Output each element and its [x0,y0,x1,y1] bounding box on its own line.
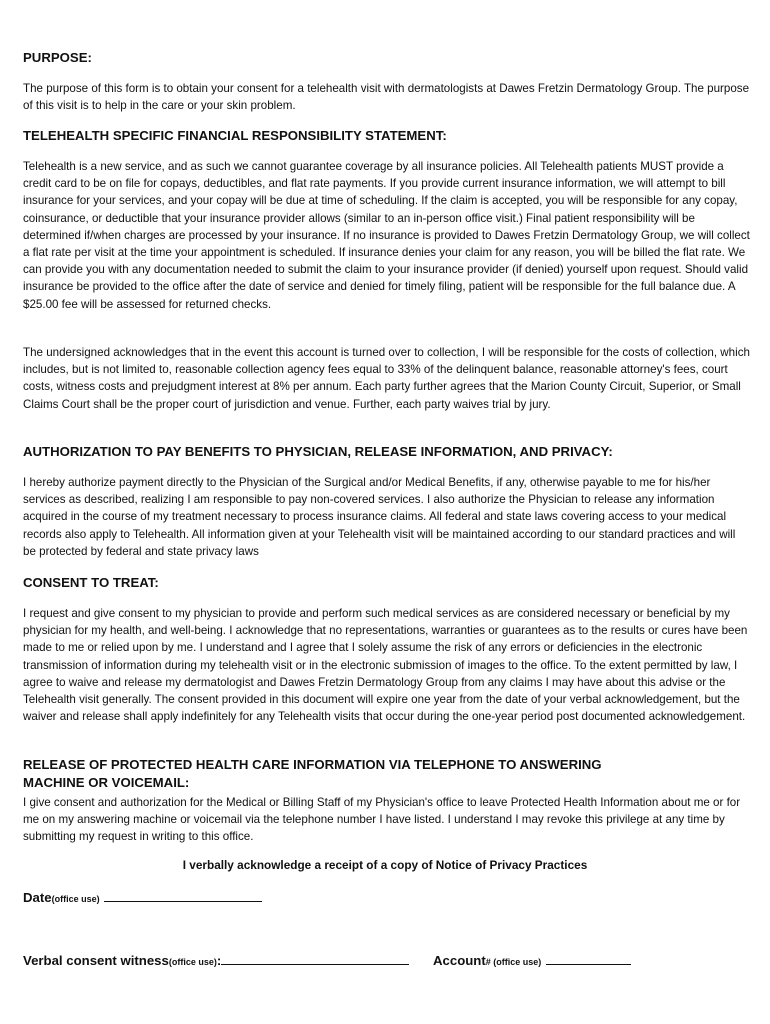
date-label: Date [23,890,52,905]
purpose-heading: PURPOSE: [23,50,92,65]
privacy-notice-acknowledgement: I verbally acknowledge a receipt of a copy of Notice of Privacy Practices [182,858,588,872]
financial-responsibility-text: Telehealth is a new service, and as such we cannot guarantee coverage by all insurance policies. All Telehealth patients MUST provide a credit card to be on file for copays, deductibles, and flat rate payments. If you provide current insurance information, we will attempt to bill insurance for your services, and your copay will be due at time of scheduling. If the claim is accepted, you will be responsible for any copay, coinsurance, or deductible that your insurance provider allows (similar to an in-person office visit.) Final patient responsibility will be determined if/when charges are processed by your insurance. If no insurance is provided to Dawes Fretzin Dermatology Group, we will collect a flat rate per visit at the time your appointment is scheduled. If insurance denies your claim for any reason, you will be billed the flat rate. We can provide you with any documentation needed to submit the claim to your insurance provider (if denied) yourself upon request. Should valid insurance be provided to the office after the date of service and denied for timely filing, patient will be responsible for the full balance due. A $25.00 fee will be assessed for returned checks. [23,160,750,311]
witness-office-use-note: (office use) [168,957,217,967]
release-phi-heading: RELEASE OF PROTECTED HEALTH CARE INFORMATION VIA TELEPHONE TO ANSWERING MACHINE OR VOICEMAIL: [23,757,602,790]
account-number-field [433,952,631,970]
account-blank-line[interactable] [546,953,631,965]
date-office-use-note: (office use) [51,894,100,904]
account-office-use-note: # (office use) [485,957,542,967]
financial-responsibility-heading: TELEHEALTH SPECIFIC FINANCIAL RESPONSIBILITY STATEMENT: [23,128,447,143]
authorization-heading: AUTHORIZATION TO PAY BENEFITS TO PHYSICIAN, RELEASE INFORMATION, AND PRIVACY: [23,444,613,459]
date-blank-line[interactable] [104,890,262,902]
purpose-text: The purpose of this form is to obtain your consent for a telehealth visit with dermatologists at Dawes Fretzin Dermatology Group. The purpose of this visit is to help in the care or your skin problem. [23,82,750,113]
release-phi-text: I give consent and authorization for the Medical or Billing Staff of my Physician's office to leave Protected Health Information about me or for me on my answering machine or voicemail via the telephone number I have listed. I understand I may revoke this privilege at any time by submitting my request in writing to this office. [23,796,741,844]
witness-colon: : [216,953,222,968]
consent-to-treat-text: I request and give consent to my physician to provide and perform such medical services as are considered necessary or beneficial by my physician for my health, and well-being. I acknowledge that no representations, warranties or guarantees as to the results or cures have been made to me or relied upon by me. I understand and I agree that I solely assume the risk of any errors or deficiencies in the electronic transmission of information during my telehealth visit or in the electronic submission of images to the office. To the extent permitted by law, I agree to waive and release my dermatologist and Dawes Fretzin Dermatology Group from any claims I may have about this advise or the Telehealth visit generally. The consent provided in this document will expire one year from the date of your verbal acknowledgement, but the waiver and release shall apply indefinitely for any Telehealth visits that occur during the one-year period post documented acknowledgement. [23,607,748,724]
witness-blank-line[interactable] [221,953,409,965]
account-label: Account [433,953,486,968]
collection-costs-text: The undersigned acknowledges that in the event this account is turned over to collection, I will be responsible for the costs of collection, which includes, but is not limited to, reasonable collection agency fees equal to 33% of the delinquent balance, reasonable attorney's fees, court costs, witness costs and prejudgment interest at 8% per annum. Each party further agrees that the Marion County Circuit, Superior, or Small Claims Court shall be the proper court of jurisdiction and venue. Further, each party waives trial by jury. [23,346,750,411]
witness-label: Verbal consent witness [23,953,169,968]
verbal-consent-witness-field [23,952,409,970]
consent-to-treat-heading: CONSENT TO TREAT: [23,575,159,590]
authorization-text: I hereby authorize payment directly to the Physician of the Surgical and/or Medical Benefits, if any, otherwise payable to me for his/her services as described, realizing I am responsible to pay non-covered services. I also authorize the Physician to release any information acquired in the course of my treatment necessary to process insurance claims. All federal and state laws covering access to your medical records also apply to Telehealth. All information given at your Telehealth visit will be maintained according to our standard practices and will be protected by federal and state privacy laws [23,476,736,558]
date-field [23,889,262,907]
